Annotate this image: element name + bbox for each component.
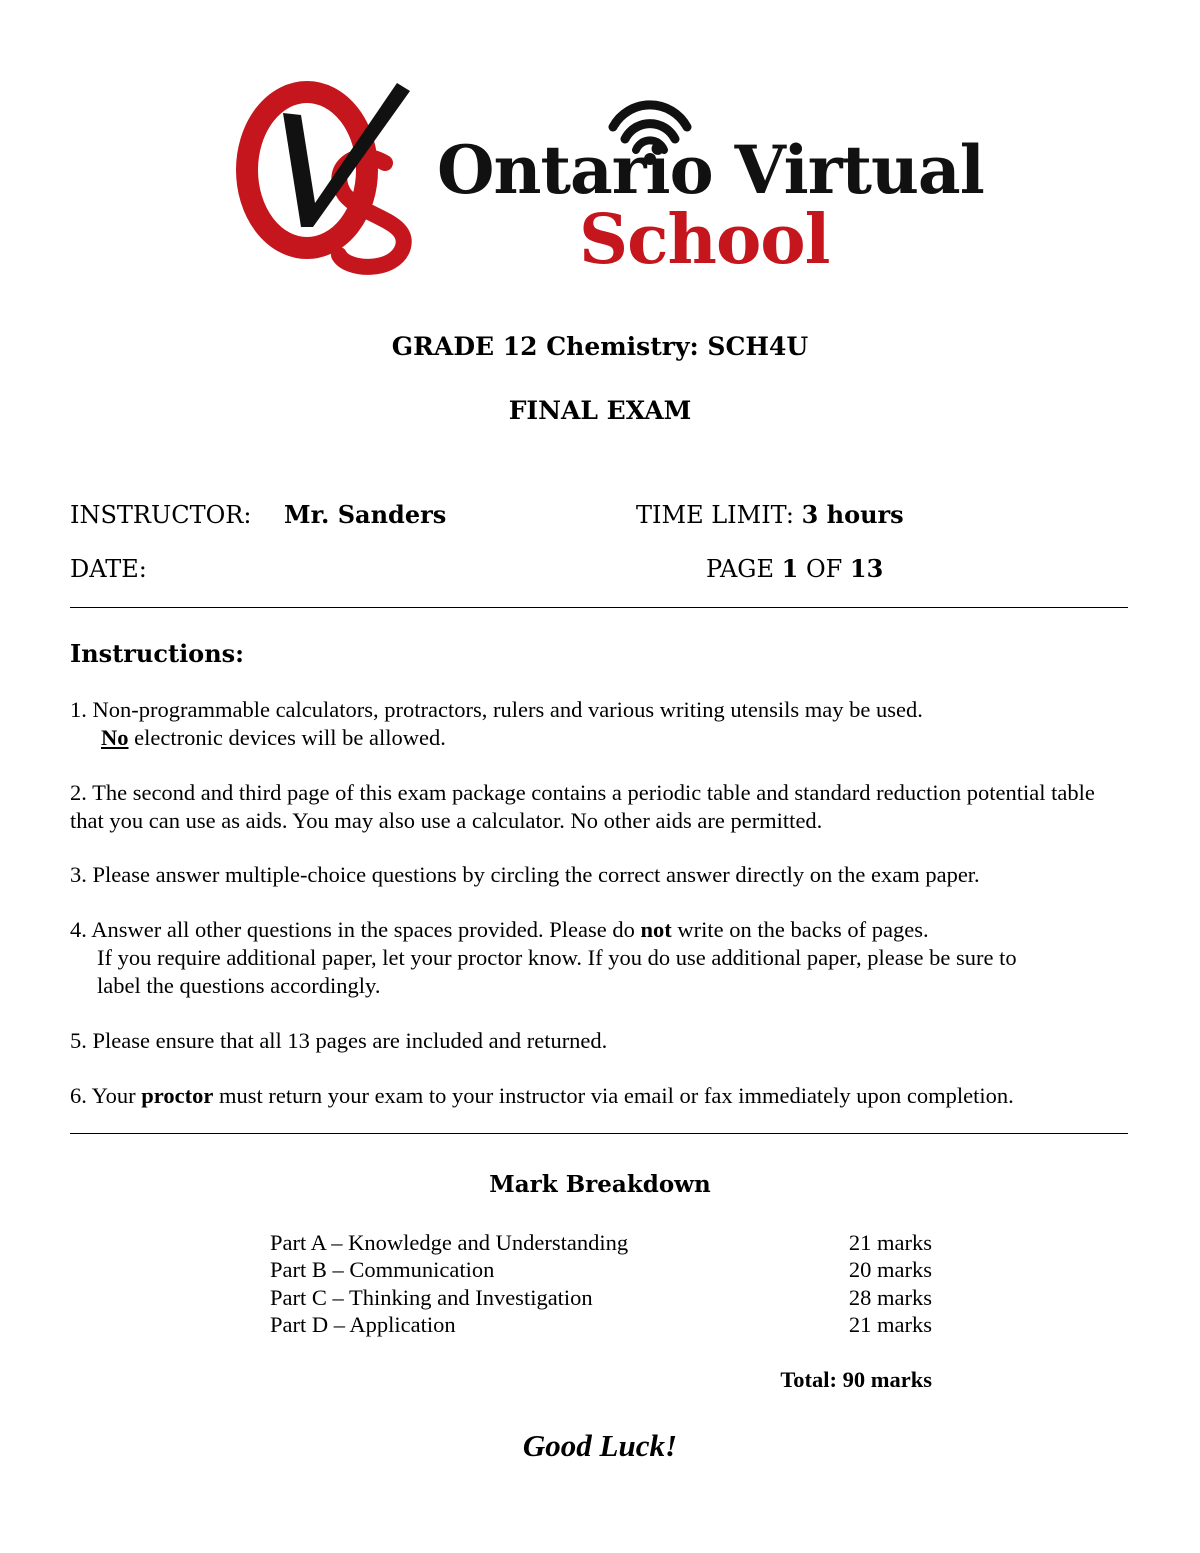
- instruction-item-5: 5. Please ensure that all 13 pages are included and returned.: [70, 1028, 608, 1053]
- instruction-6-proctor: proctor: [141, 1083, 214, 1108]
- page-label: PAGE: [706, 555, 774, 583]
- instructor-name: Mr. Sanders: [284, 500, 447, 529]
- mark-breakdown-heading: Mark Breakdown: [489, 1171, 711, 1198]
- page-current: 1: [781, 554, 799, 583]
- mark-row-marks: 20 marks: [848, 1257, 932, 1282]
- instruction-1-no: No: [101, 725, 129, 750]
- date-label: DATE:: [70, 555, 147, 583]
- instruction-4-line2: If you require additional paper, let your proctor know. If you do use additional paper, please be sure to: [97, 945, 1017, 970]
- instruction-1-line2-rest: electronic devices will be allowed.: [128, 725, 446, 750]
- page-indicator: [706, 554, 884, 583]
- mark-row: [270, 1314, 932, 1338]
- mark-row-marks: 21 marks: [848, 1312, 932, 1337]
- time-limit-value: 3 hours: [801, 500, 904, 529]
- page-of-label: OF: [805, 555, 843, 583]
- instruction-1-line1: Non-programmable calculators, protractors, rulers and various writing utensils may be used.: [92, 697, 923, 722]
- time-limit: [636, 500, 904, 529]
- divider: [70, 607, 1128, 608]
- page-total: 13: [849, 554, 884, 583]
- divider: [70, 1133, 1128, 1134]
- instruction-1-number: 1.: [70, 697, 87, 722]
- logo-text-ontario-virtual: Ontario Virtual: [437, 131, 984, 209]
- good-luck-message: Good Luck!: [522, 1428, 678, 1463]
- instruction-item-1: [70, 696, 1132, 752]
- course-title: GRADE 12 Chemistry: SCH4U: [391, 332, 809, 361]
- mark-row: [270, 1232, 932, 1256]
- mark-row-marks: 28 marks: [848, 1285, 932, 1310]
- instruction-item-4: [70, 916, 1132, 1000]
- mark-row: [270, 1259, 932, 1283]
- instruction-4-line1: [70, 917, 929, 942]
- logo-text-school: School: [579, 200, 830, 280]
- instruction-4-not: not: [640, 917, 672, 942]
- instructor-label: INSTRUCTOR:: [70, 501, 252, 529]
- exam-title: FINAL EXAM: [508, 396, 692, 425]
- instruction-item-6: [70, 1082, 1132, 1110]
- instruction-item-3: 3. Please answer multiple-choice questions by circling the correct answer directly on the exam paper.: [70, 862, 980, 887]
- mark-row-part: Part A – Knowledge and Understanding: [270, 1230, 629, 1255]
- instruction-4-line3: label the questions accordingly.: [97, 973, 381, 998]
- instruction-item-2: 2. The second and third page of this exam package contains a periodic table and standard reduction potential table that you can use as aids. You may also use a calculator. No other aids are permitted.: [70, 780, 1095, 833]
- instruction-6-post: must return your exam to your instructor via email or fax immediately upon completion.: [213, 1083, 1014, 1108]
- time-limit-label: TIME LIMIT:: [636, 501, 794, 529]
- school-logo: [235, 75, 984, 280]
- total-marks: Total: 90 marks: [780, 1367, 932, 1392]
- mark-row-part: Part B – Communication: [270, 1257, 495, 1282]
- mark-row-marks: 21 marks: [848, 1230, 932, 1255]
- instruction-4-pre: 4. Answer all other questions in the spaces provided. Please do: [70, 917, 641, 942]
- instruction-1-line2: [70, 724, 1132, 752]
- instruction-6-pre: 6. Your: [70, 1083, 142, 1108]
- mark-row-part: Part D – Application: [270, 1312, 456, 1337]
- instruction-4-post: write on the backs of pages.: [671, 917, 929, 942]
- mark-row: [270, 1287, 932, 1311]
- instructions-heading: Instructions:: [70, 639, 245, 668]
- mark-row-part: Part C – Thinking and Investigation: [270, 1285, 593, 1310]
